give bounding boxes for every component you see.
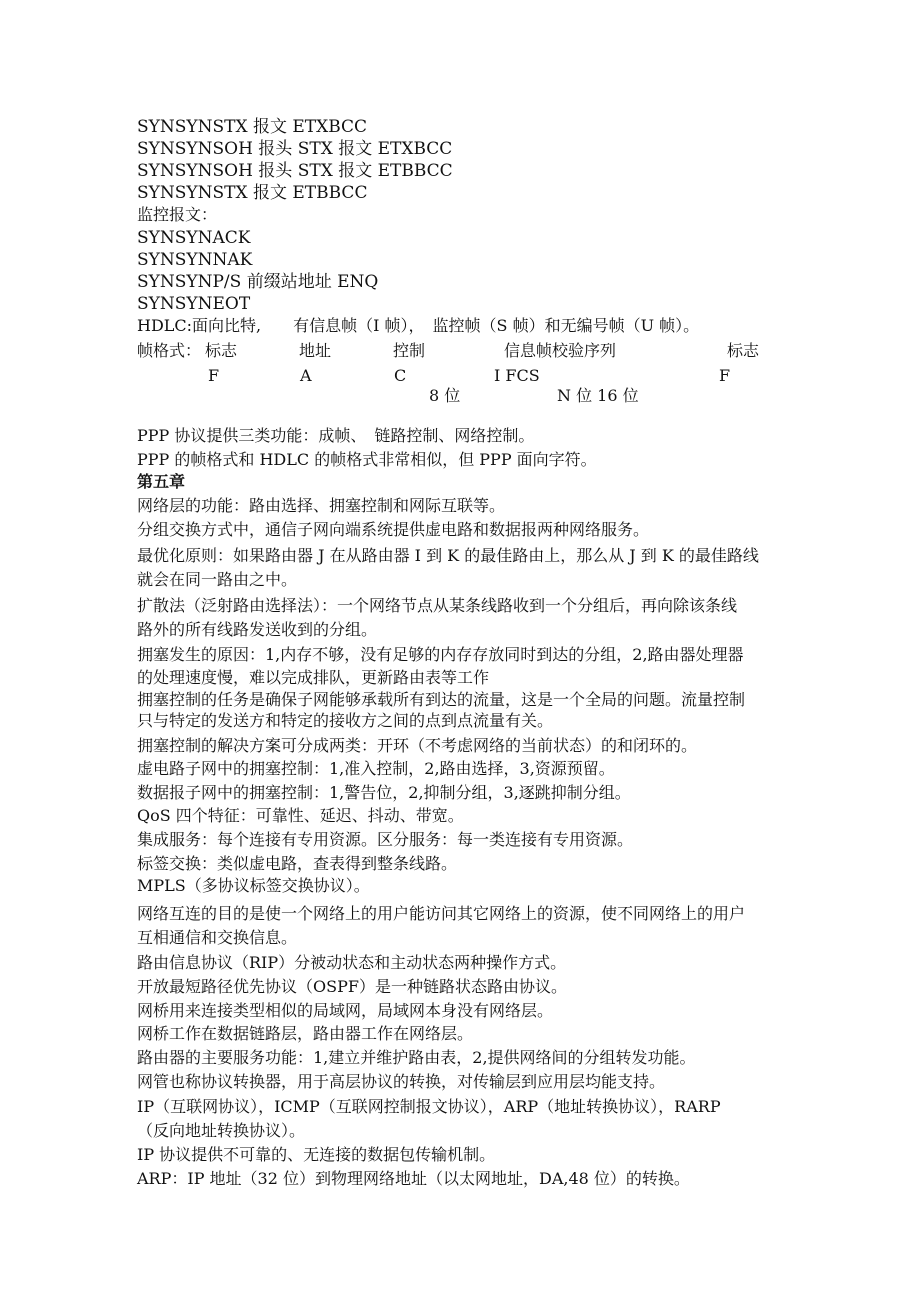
body-line: 数据报子网中的拥塞控制：1,警告位，2,抑制分组，3,逐跳抑制分组。 [137, 783, 631, 802]
symbol-a: A [300, 366, 312, 385]
body-line: 扩散法（泛射路由选择法）：一个网络节点从某条线路收到一个分组后，再向除该条线 [137, 596, 738, 615]
body-line: 分组交换方式中，通信子网向端系统提供虚电路和数据报两种网络服务。 [137, 520, 650, 539]
body-line: ARP：IP 地址（32 位）到物理网络地址（以太网地址，DA,48 位）的转换。 [137, 1169, 690, 1188]
body-line: 路由信息协议（RIP）分被动状态和主动状态两种操作方式。 [137, 953, 567, 972]
chapter-heading: 第五章 [137, 472, 186, 491]
body-line: 网桥用来连接类型相似的局域网，局域网本身没有网络层。 [137, 1001, 554, 1020]
body-line: IP（互联网协议），ICMP（互联网控制报文协议），ARP（地址转换协议），RARP [137, 1097, 721, 1116]
body-line: 互相通信和交换信息。 [137, 928, 298, 947]
body-line: 的处理速度慢，难以完成排队，更新路由表等工作 [137, 668, 490, 687]
body-line: 路由器的主要服务功能：1,建立并维护路由表，2,提供网络间的分组转发功能。 [137, 1048, 696, 1067]
body-line: QoS 四个特征：可靠性、延迟、抖动、带宽。 [137, 806, 464, 825]
header-flag-end: 标志 [727, 341, 760, 360]
header-address: 地址 [299, 341, 332, 360]
body-line: 集成服务：每个连接有专用资源。区分服务：每一类连接有专用资源。 [137, 830, 634, 849]
frame-format-line-1: SYNSYNSTX 报文 ETXBCC [137, 117, 368, 137]
bits-8: 8 位 [429, 386, 461, 405]
body-line: 开放最短路径优先协议（OSPF）是一种链路状态路由协议。 [137, 977, 567, 996]
monitor-item-ack: SYNSYNACK [137, 228, 251, 248]
body-line: 网管也称协议转换器，用于高层协议的转换，对传输层到应用层均能支持。 [137, 1072, 666, 1091]
body-line: IP 协议提供不可靠的、无连接的数据包传输机制。 [137, 1145, 496, 1164]
body-line: 网络互连的目的是使一个网络上的用户能访问其它网络上的资源，使不同网络上的用户 [137, 904, 746, 923]
frame-format-label: 帧格式： [137, 341, 202, 360]
frame-format-line-2: SYNSYNSOH 报头 STX 报文 ETXBCC [137, 139, 453, 159]
body-line: （反向地址转换协议）。 [137, 1121, 306, 1140]
body-line: 就会在同一路由之中。 [137, 570, 298, 589]
frame-format-line-3: SYNSYNSOH 报头 STX 报文 ETBBCC [137, 161, 453, 181]
body-line: 拥塞发生的原因：1,内存不够，没有足够的内存存放同时到达的分组，2,路由器处理器 [137, 645, 744, 664]
body-line: 网桥工作在数据链路层，路由器工作在网络层。 [137, 1024, 474, 1043]
header-control: 控制 [393, 341, 426, 360]
body-line: 最优化原则：如果路由器 J 在从路由器 I 到 K 的最佳路由上，那么从 J 到 K 的最佳路线 [137, 546, 759, 565]
monitor-item-nak: SYNSYNNAK [137, 250, 253, 270]
monitor-item-eot: SYNSYNEOT [137, 294, 251, 314]
frame-format-line-4: SYNSYNSTX 报文 ETBBCC [137, 183, 368, 203]
body-line: MPLS（多协议标签交换协议）。 [137, 876, 370, 895]
body-line: 拥塞控制的任务是确保子网能够承载所有到达的流量，这是一个全局的问题。流量控制 [137, 690, 746, 709]
body-line: 虚电路子网中的拥塞控制：1,准入控制，2,路由选择，3,资源预留。 [137, 759, 615, 778]
body-line: 标签交换：类似虚电路，查表得到整条线路。 [137, 854, 458, 873]
header-flag: 标志 [205, 341, 238, 360]
body-line: 拥塞控制的解决方案可分成两类：开环（不考虑网络的当前状态）的和闭环的。 [137, 736, 698, 755]
symbol-f-end: F [719, 366, 731, 385]
ppp-functions: PPP 协议提供三类功能：成帧、 链路控制、网络控制。 [137, 426, 535, 445]
body-line: 网络层的功能：路由选择、拥塞控制和网际互联等。 [137, 496, 506, 515]
symbol-i-fcs: I FCS [494, 366, 540, 385]
hdlc-description: HDLC:面向比特, 有信息帧（I 帧）， 监控帧（S 帧）和无编号帧（U 帧）。 [137, 316, 700, 335]
bits-n-16: N 位 16 位 [557, 386, 639, 405]
symbol-c: C [394, 366, 407, 385]
body-line: 路外的所有线路发送收到的分组。 [137, 620, 378, 639]
header-info-fcs: 信息帧校验序列 [504, 341, 617, 360]
monitor-message-title: 监控报文： [137, 205, 218, 224]
symbol-f: F [208, 366, 220, 385]
body-line: 只与特定的发送方和特定的接收方之间的点到点流量有关。 [137, 711, 554, 730]
monitor-item-enq: SYNSYNP/S 前缀站地址 ENQ [137, 272, 379, 292]
ppp-frame-format: PPP 的帧格式和 HDLC 的帧格式非常相似，但 PPP 面向字符。 [137, 450, 597, 469]
